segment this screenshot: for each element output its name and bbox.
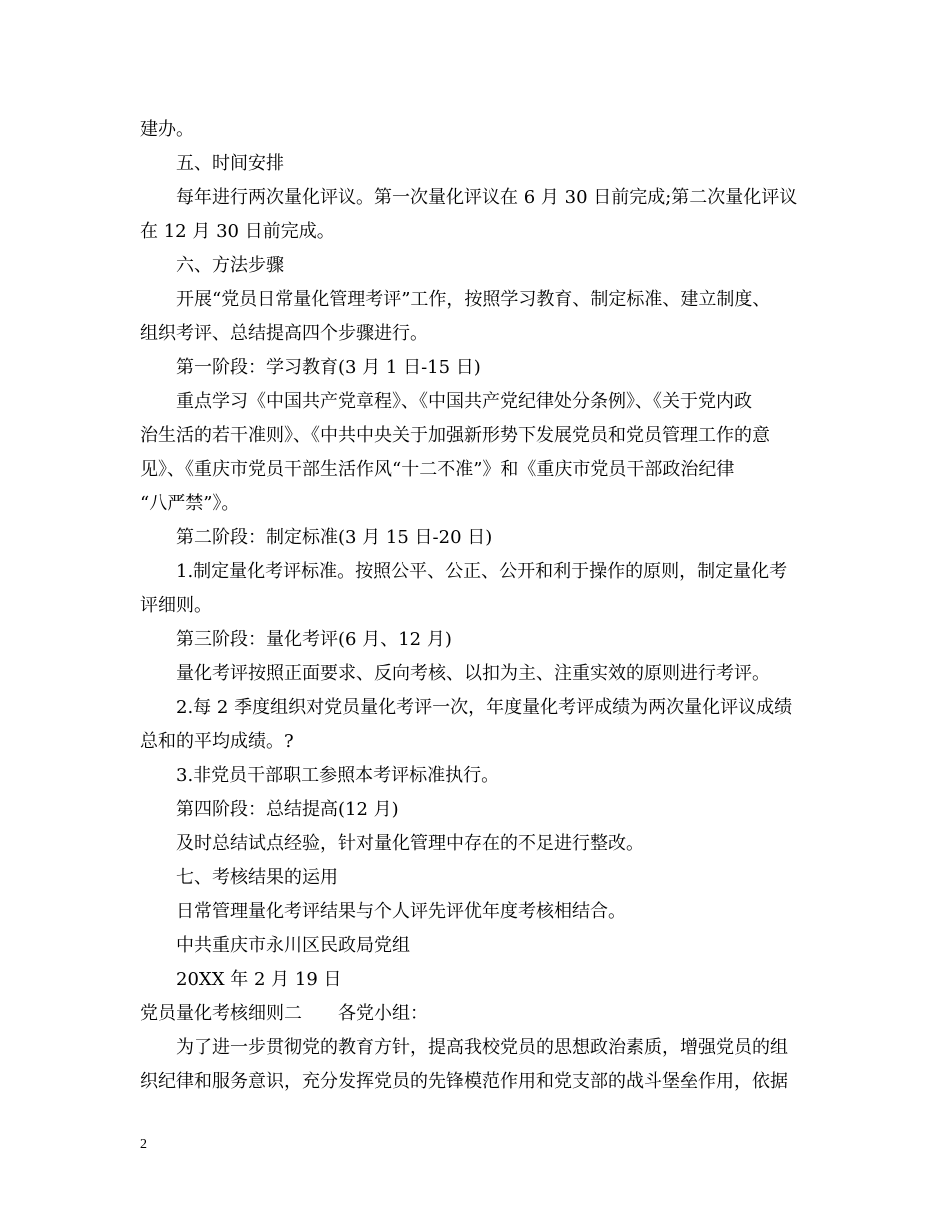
body-line: 每年进行两次量化评议。第一次量化评议在 6 月 30 日前完成;第二次量化评议 [176,187,798,208]
body-line: 组织考评、总结提高四个步骤进行。 [140,323,428,344]
stage-heading: 第三阶段：量化考评(6 月、12 月) [176,629,452,650]
stage-heading: 第二阶段：制定标准(3 月 15 日-20 日) [176,527,493,548]
page-number: 2 [140,1137,147,1152]
stage-heading: 第一阶段：学习教育(3 月 1 日-15 日) [176,357,481,378]
body-line: 评细则。 [140,595,212,616]
body-line: 总和的平均成绩。? [140,731,294,752]
body-line: 2.每 2 季度组织对党员量化考评一次，年度量化考评成绩为两次量化评议成绩 [176,697,793,718]
body-line: 开展“党员日常量化管理考评”工作，按照学习教育、制定标准、建立制度、 [176,289,771,310]
body-line: 量化考评按照正面要求、反向考核、以扣为主、注重实效的原则进行考评。 [176,663,770,684]
body-line: 治生活的若干准则》、《中共中央关于加强新形势下发展党员和党员管理工作的意 [140,425,770,446]
body-line: “八严禁”》。 [140,493,240,514]
document-subtitle: 党员量化考核细则二 各党小组： [140,1003,428,1024]
body-line: 3.非党员干部职工参照本考评标准执行。 [176,765,500,786]
body-line: 日常管理量化考评结果与个人评先评优年度考核相结合。 [176,901,626,922]
body-line: 为了进一步贯彻党的教育方针，提高我校党员的思想政治素质，增强党员的组 [176,1037,788,1058]
section-heading: 六、方法步骤 [176,255,284,276]
stage-heading: 第四阶段：总结提高(12 月) [176,799,399,820]
body-line: 织纪律和服务意识，充分发挥党员的先锋模范作用和党支部的战斗堡垒作用，依据 [140,1071,788,1092]
section-heading: 七、考核结果的运用 [176,867,338,888]
section-heading: 五、时间安排 [176,153,284,174]
body-line: 重点学习《中国共产党章程》、《中国共产党纪律处分条例》、《关于党内政 [176,391,752,412]
body-line: 建办。 [140,119,194,140]
body-line: 及时总结试点经验，针对量化管理中存在的不足进行整改。 [176,833,644,854]
body-line: 1.制定量化考评标准。按照公平、公正、公开和利于操作的原则，制定量化考 [176,561,788,582]
signature-org: 中共重庆市永川区民政局党组 [176,935,410,956]
signature-date: 20XX 年 2 月 19 日 [176,969,342,990]
body-line: 见》、《重庆市党员干部生活作风“十二不准”》和《重庆市党员干部政治纪律 [140,459,735,480]
body-line: 在 12 月 30 日前完成。 [140,221,335,242]
